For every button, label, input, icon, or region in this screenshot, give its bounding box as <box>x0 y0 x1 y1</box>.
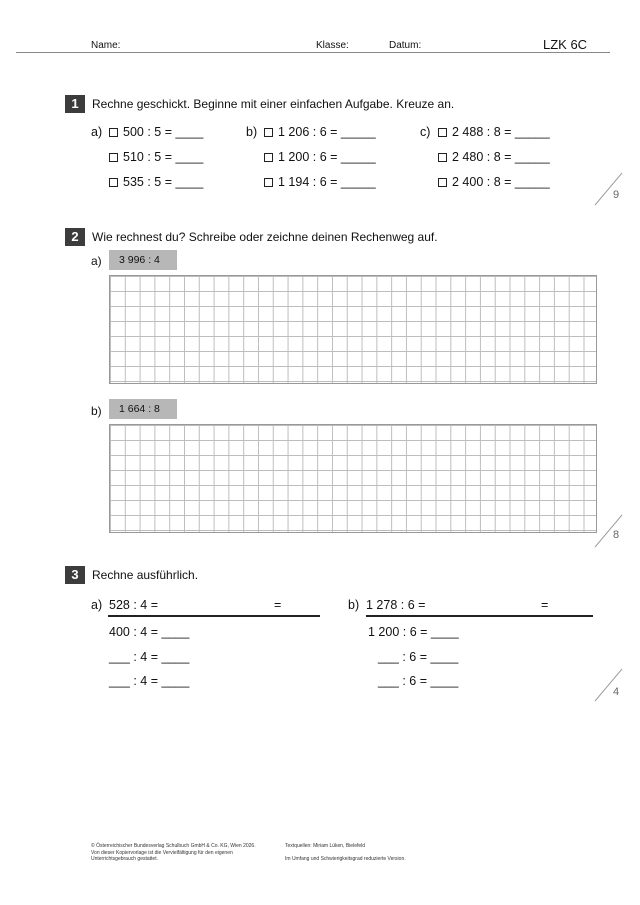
task1-c-label: c) <box>420 125 431 139</box>
task3-a-row1[interactable]: 400 : 4 = ____ <box>109 625 190 639</box>
task2-a-label: a) <box>91 254 102 268</box>
task3-b-row2[interactable]: ___ : 6 = ____ <box>378 650 459 664</box>
checkbox[interactable] <box>438 178 447 187</box>
checkbox[interactable] <box>438 153 447 162</box>
task1-b-row3[interactable]: 1 194 : 6 = _____ <box>264 175 376 189</box>
task2-b-problem: 1 664 : 8 <box>109 399 177 419</box>
task2-b-label: b) <box>91 404 102 418</box>
task3-b-rule <box>366 615 593 617</box>
task3-a-equals: = <box>274 598 282 612</box>
klasse-label: Klasse: <box>316 40 349 51</box>
task1-a-label: a) <box>91 125 103 139</box>
task3-b-row1[interactable]: 1 200 : 6 = ____ <box>368 625 459 639</box>
task1-score: 9 <box>613 189 620 201</box>
checkbox[interactable] <box>264 128 273 137</box>
task3-score: 4 <box>613 686 620 698</box>
task2-a-problem: 3 996 : 4 <box>109 250 177 270</box>
task2-number: 2 <box>65 228 85 246</box>
task3-a-row3[interactable]: ___ : 4 = ____ <box>109 674 190 688</box>
task3-a-rule <box>108 615 320 617</box>
task1-number: 1 <box>65 95 85 113</box>
task3-b-row3[interactable]: ___ : 6 = ____ <box>378 674 459 688</box>
task2-title: Wie rechnest du? Schreibe oder zeichne deinen Rechenweg auf. <box>92 230 438 244</box>
task2-score: 8 <box>613 529 620 541</box>
task3-a-row2[interactable]: ___ : 4 = ____ <box>109 650 190 664</box>
task1-c-row1[interactable]: c) 2 488 : 8 = _____ <box>420 125 550 139</box>
task1-a-row1[interactable]: a) 500 : 5 = ____ <box>91 125 204 139</box>
datum-label: Datum: <box>389 40 422 51</box>
checkbox[interactable] <box>109 128 118 137</box>
checkbox[interactable] <box>264 178 273 187</box>
footer-source: Textquellen: Miriam Lüken, Bielefeld <box>285 843 366 849</box>
header-divider <box>16 52 610 53</box>
task2-b-grid[interactable] <box>109 424 597 533</box>
task1-b-row1[interactable]: b) 1 206 : 6 = _____ <box>246 125 376 139</box>
task1-b-label: b) <box>246 125 258 139</box>
task1-b-row2[interactable]: 1 200 : 6 = _____ <box>264 150 376 164</box>
checkbox[interactable] <box>109 153 118 162</box>
task3-b-main: b) 1 278 : 6 = <box>348 598 426 612</box>
task2-a-grid[interactable] <box>109 275 597 384</box>
task1-a-row2[interactable]: 510 : 5 = ____ <box>109 150 203 164</box>
checkbox[interactable] <box>109 178 118 187</box>
checkbox[interactable] <box>264 153 273 162</box>
test-code: LZK 6C <box>543 37 588 52</box>
name-label: Name: <box>91 40 121 51</box>
footer-copyright: © Österreichischer Bundesverlag Schulbuch GmbH & Co. KG, Wien 2026. Von dieser Kopiervorlage ist die Vervielfältigung für den eigenen Unterrichtsgebrauch gestattet. <box>91 843 256 862</box>
task3-a-main: a) 528 : 4 = <box>91 598 158 612</box>
task1-c-row2[interactable]: 2 480 : 8 = _____ <box>438 150 550 164</box>
task1-a-row3[interactable]: 535 : 5 = ____ <box>109 175 203 189</box>
task1-c-row3[interactable]: 2 400 : 8 = _____ <box>438 175 550 189</box>
task3-b-equals: = <box>541 598 549 612</box>
checkbox[interactable] <box>438 128 447 137</box>
task3-number: 3 <box>65 566 85 584</box>
task3-title: Rechne ausführlich. <box>92 568 199 582</box>
task1-title: Rechne geschickt. Beginne mit einer einfachen Aufgabe. Kreuze an. <box>92 97 455 111</box>
footer-note: Im Umfang und Schwierigkeitsgrad reduzierte Version. <box>285 856 406 862</box>
